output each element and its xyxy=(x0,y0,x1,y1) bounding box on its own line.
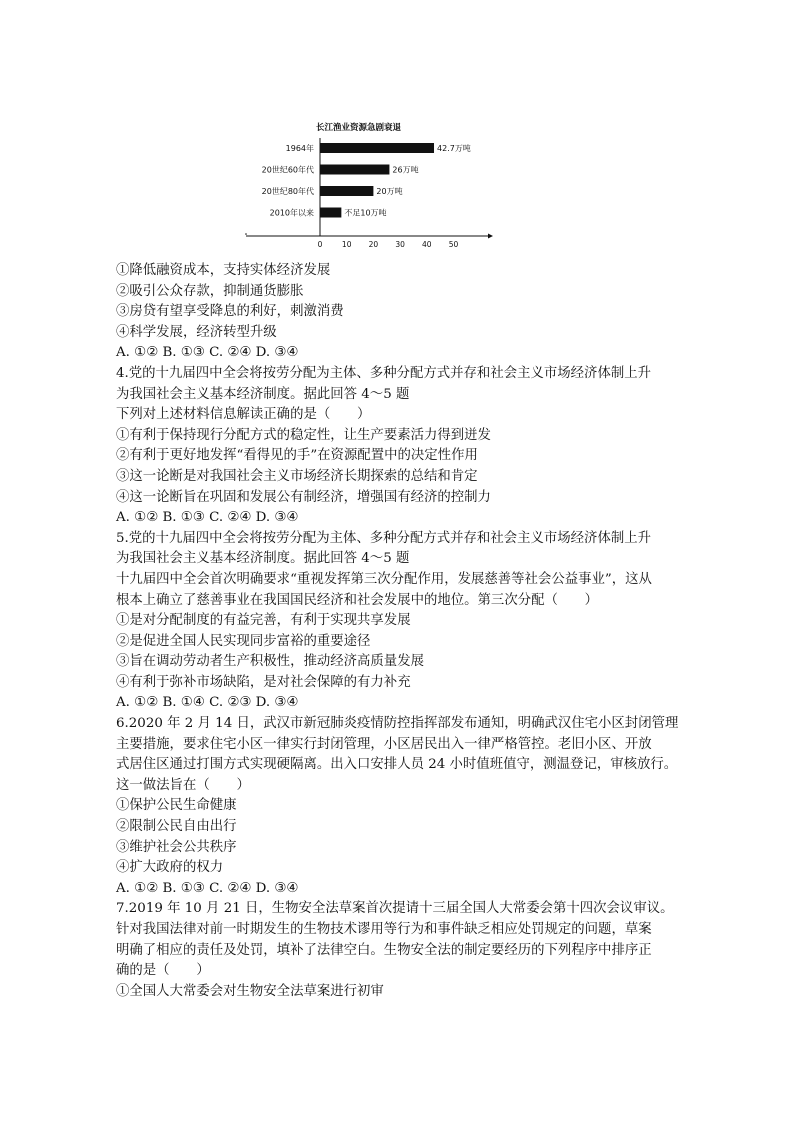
option-4: ④科学发展，经济转型升级 xyxy=(116,324,277,340)
fishery-bar-chart xyxy=(238,112,498,252)
question-stem: 针对我国法律对前一时期发生的生物技术谬用等行为和事件缺乏相应处罚规定的问题，草案 xyxy=(116,922,652,937)
question-6 xyxy=(116,714,700,899)
question-content xyxy=(116,261,700,1002)
option-3: ③维护社会公共秩序 xyxy=(116,839,237,855)
question-stem: 7.2019 年 10 月 21 日，生物安全法草案首次提请十三届全国人大常委会第十四次会议审议。 xyxy=(116,901,674,917)
question-7 xyxy=(116,899,700,1002)
data-label: 20万吨 xyxy=(376,187,403,196)
option-3: ③旨在调动劳动者生产积极性，推动经济高质量发展 xyxy=(116,654,424,670)
category-label: 20世纪60年代 xyxy=(261,165,314,175)
question-stem: 式居住区通过打围方式实现硬隔离。出入口安排人员 24 小时值班值守，测温登记，审核放行。 xyxy=(116,757,678,773)
category-label: 20世纪80年代 xyxy=(261,187,314,196)
question-stem: 明确了相应的责任及处罚，填补了法律空白。生物安全法的制定要经历的下列程序中排序正 xyxy=(116,942,652,958)
question-stem: 4.党的十九届四中全会将按劳分配为主体、多种分配方式并存和社会主义市场经济体制上升 xyxy=(116,365,652,381)
answer-choices: A. ①② B. ①③ C. ②④ D. ③④ xyxy=(116,880,299,896)
option-2: ②限制公民自由出行 xyxy=(116,819,237,835)
tick-label: 30 xyxy=(395,240,405,249)
bar xyxy=(320,143,434,153)
question-5 xyxy=(116,529,700,714)
prev-question-options xyxy=(116,261,700,364)
data-label: 42.7万吨 xyxy=(437,144,471,153)
option-2: ②是促进全国人民实现同步富裕的重要途径 xyxy=(116,633,371,649)
question-stem: 根本上确立了慈善事业在我国国民经济和社会发展中的地位。第三次分配（ ） xyxy=(116,592,599,608)
option-3: ③这一论断是对我国社会主义市场经济长期探索的总结和肯定 xyxy=(116,468,478,484)
tick-label: 0 xyxy=(317,240,323,249)
tick-label: 40 xyxy=(422,240,432,249)
chart-title: 长江渔业资源急剧衰退 xyxy=(316,123,402,133)
data-label: 26万吨 xyxy=(392,165,419,175)
question-stem: 为我国社会主义基本经济制度。据此回答 4～5 题 xyxy=(116,386,410,402)
option-2: ②吸引公众存款，抑制通货膨胀 xyxy=(116,283,304,299)
option-1: ①保护公民生命健康 xyxy=(116,798,237,814)
option-4: ④扩大政府的权力 xyxy=(116,860,224,876)
question-stem: 为我国社会主义基本经济制度。据此回答 4～5 题 xyxy=(116,551,410,567)
data-label: 不足10万吨 xyxy=(344,208,387,218)
option-1: ①是对分配制度的有益完善，有利于实现共享发展 xyxy=(116,613,411,629)
option-1: ①有利于保持现行分配方式的稳定性，让生产要素活力得到迸发 xyxy=(116,427,491,443)
tick-label: 20 xyxy=(368,240,379,249)
tick-label: 50 xyxy=(448,240,459,249)
category-label: 1964年 xyxy=(285,144,314,153)
answer-choices: A. ①② B. ①④ C. ②③ D. ③④ xyxy=(116,695,299,711)
option-1: ①全国人大常委会对生物安全法草案进行初审 xyxy=(116,983,384,999)
x-axis-arrow xyxy=(488,234,493,239)
option-2: ②有利于更好地发挥“看得见的手”在资源配置中的决定性作用 xyxy=(116,448,478,464)
bar xyxy=(320,165,389,175)
answer-choices: A. ①② B. ①③ C. ②④ D. ③④ xyxy=(116,345,299,361)
category-label: 2010年以来 xyxy=(269,208,314,218)
question-stem: 确的是（ ） xyxy=(116,963,210,979)
axis-dot xyxy=(245,233,247,235)
question-stem: 5.党的十九届四中全会将按劳分配为主体、多种分配方式并存和社会主义市场经济体制上升 xyxy=(116,530,652,546)
tick-label: 10 xyxy=(341,240,352,249)
option-4: ④有利于弥补市场缺陷，是对社会保障的有力补充 xyxy=(116,674,411,690)
question-stem: 这一做法旨在（ ） xyxy=(116,777,250,793)
question-stem: 十九届四中全会首次明确要求“重视发挥第三次分配作用，发展慈善等社会公益事业”，这从 xyxy=(116,571,652,587)
bar xyxy=(320,186,373,196)
question-stem: 主要措施，要求住宅小区一律实行封闭管理，小区居民出入一律严格管控。老旧小区、开放 xyxy=(116,736,652,752)
option-1: ①降低融资成本，支持实体经济发展 xyxy=(116,263,331,278)
answer-choices: A. ①② B. ①③ C. ②④ D. ③④ xyxy=(116,510,299,526)
bar-chart-svg xyxy=(238,112,498,252)
bar xyxy=(320,208,341,218)
question-stem: 下列对上述材料信息解读正确的是（ ） xyxy=(116,407,371,423)
option-4: ④这一论断旨在巩固和发展公有制经济，增强国有经济的控制力 xyxy=(116,489,491,505)
option-3: ③房贷有望享受降息的利好，刺激消费 xyxy=(116,304,344,320)
question-4 xyxy=(116,364,700,529)
question-stem: 6.2020 年 2 月 14 日，武汉市新冠肺炎疫情防控指挥部发布通知，明确武汉住宅小区封闭管理 xyxy=(116,716,679,732)
